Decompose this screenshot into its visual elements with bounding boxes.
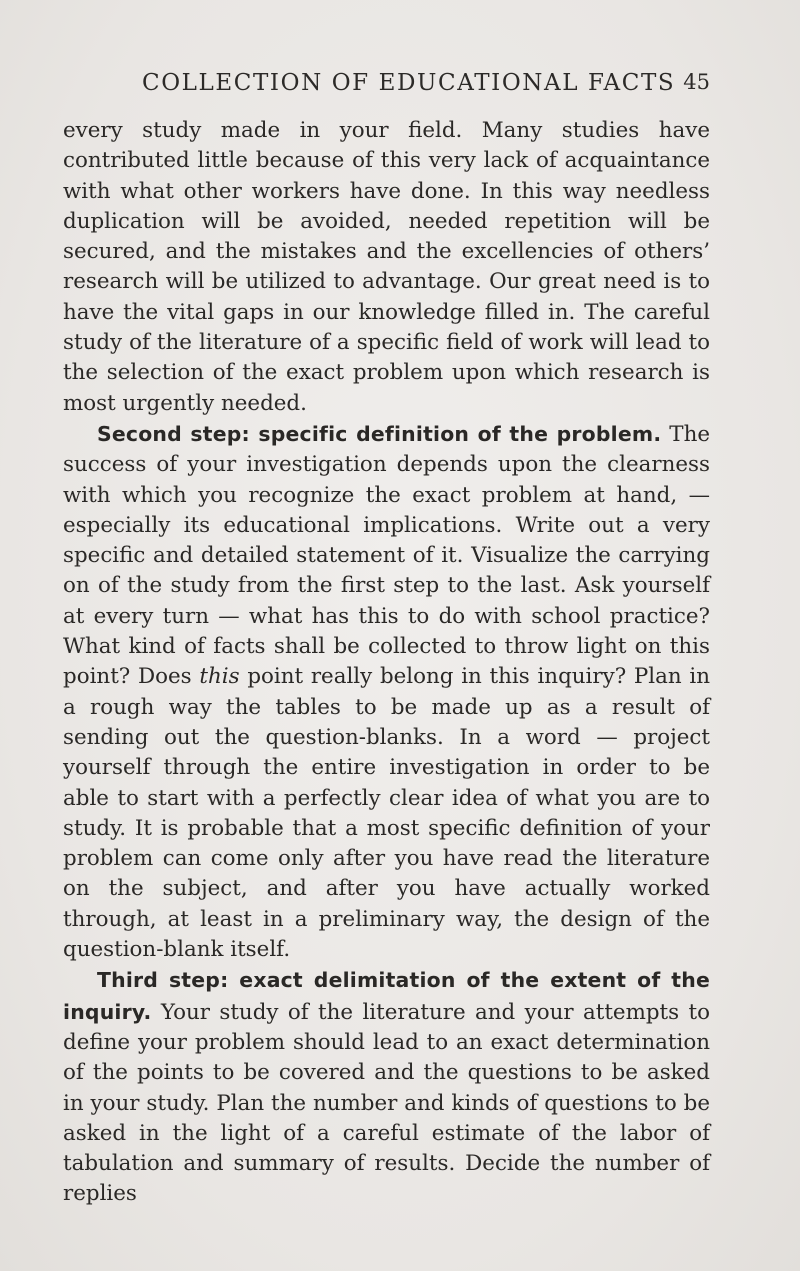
page-number: 45 — [683, 70, 710, 94]
paragraph-continuation: every study made in your field. Many studies have contributed little because of this very lack of acquaintance with what other workers have done. In this way needless duplication will be avoided, needed repetition will be secured, and the mistakes and the excellencies of others’ research will be utilized to advantage. Our great need is to have the vital gaps in our knowledge filled in. The careful study of the literature of a specific field of work will lead to the selection of the exact problem upon which research is most urgently needed. — [63, 118, 710, 416]
body-text — [63, 116, 710, 1210]
run-in-heading-third-step: Third step: exact delimitation of the extent of the inquiry. — [63, 968, 710, 1024]
emphasized-word: this — [199, 664, 240, 690]
paragraph-third-step — [63, 965, 710, 1209]
paragraph-second-step-text-b: point really belong in this inquiry? Plan in a rough way the tables to be made up as a result of sending out the question-blanks. In a word — project yourself through the entire investigation in order to be able to start with a perfectly clear idea of what you are to study. It is probable that a most specific definition of your problem can come only after you have read the literature on the subject, and after you have actually worked through, at least in a preliminary way, the design of the question-blank itself. — [63, 664, 710, 963]
running-title: COLLECTION OF EDUCATIONAL FACTS — [142, 70, 676, 96]
paragraph-second-step-text-a: The success of your investigation depends upon the clearness with which you recognize the exact problem at hand, — especially its educational implications. Write out a very specific and detailed statement of it. Visualize the carrying on of the study from the first step to the last. Ask yourself at every turn — what has this to do with school practice? What kind of facts shall be collected to throw light on this point? Does — [63, 421, 710, 690]
paragraph-third-step-text: Your study of the literature and your attempts to define your problem should lead to an exact determination of the points to be covered and the questions to be asked in your study. Plan the number and kinds of questions to be asked in the light of a careful estimate of the labor of tabulation and summary of results. Decide the number of replies — [63, 999, 710, 1207]
paragraph-second-step — [63, 419, 710, 965]
run-in-heading-second-step: Second step: specific definition of the problem. — [97, 421, 662, 446]
running-head — [60, 70, 710, 106]
